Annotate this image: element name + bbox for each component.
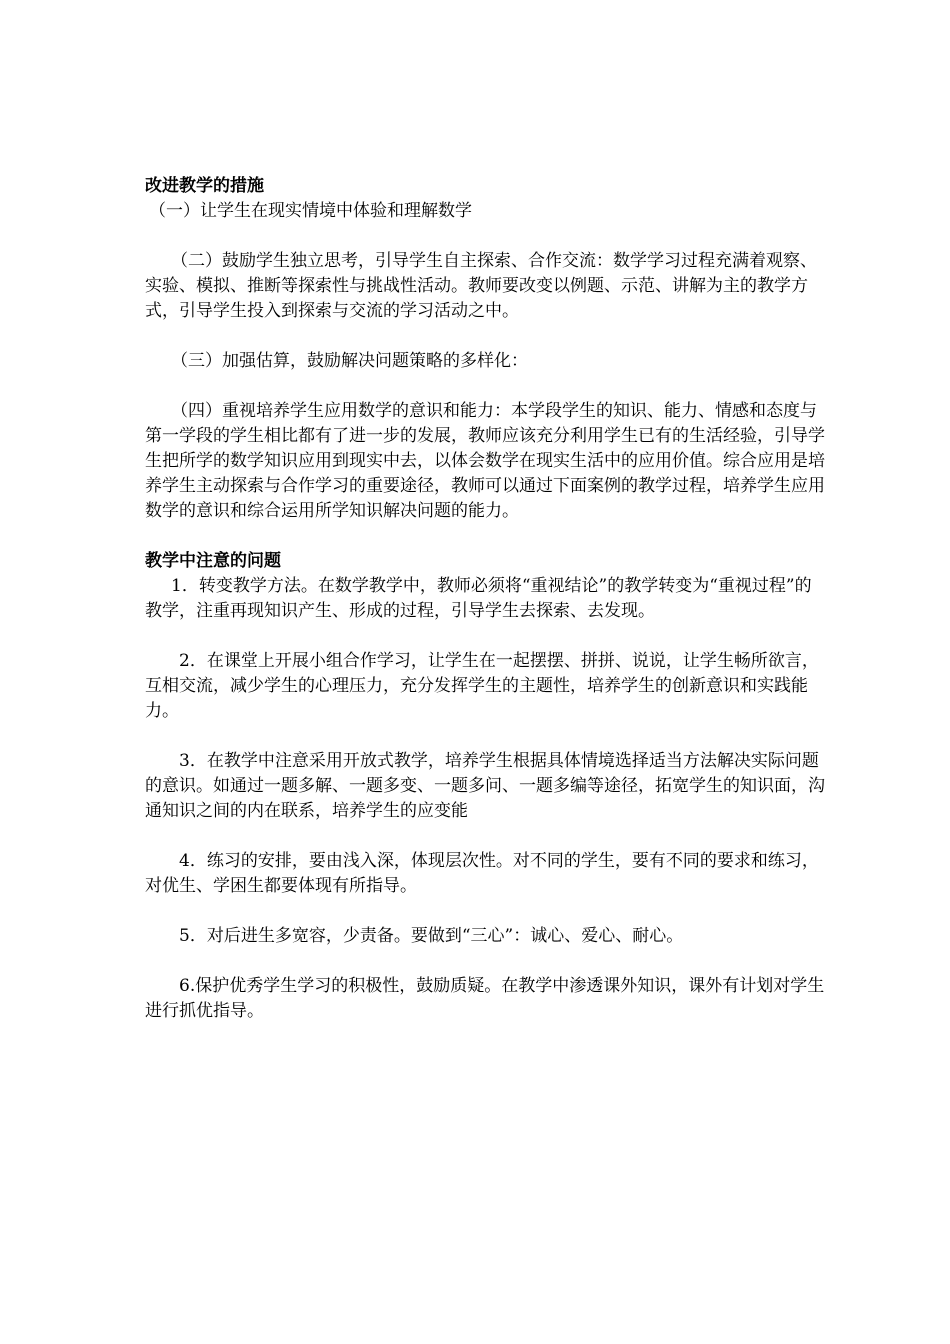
spacer (145, 374, 825, 399)
issue-item-1: 1．转变教学方法。在数学教学中，教师必须将“重视结论”的教学转变为“重视过程”的教学，注重再现知识产生、形成的过程，引导学生去探索、去发现。 (145, 576, 812, 621)
spacer (145, 949, 825, 974)
issue-item-5: 5．对后进生多宽容，少责备。要做到“三心”：诚心、爱心、耐心。 (179, 926, 684, 946)
spacer (145, 824, 825, 849)
issue-item-4: 4．练习的安排，要由浅入深，体现层次性。对不同的学生，要有不同的要求和练习，对优生、学困生都要体现有所指导。 (145, 851, 819, 896)
measure-item-2: （二）鼓励学生独立思考，引导学生自主探索、合作交流：数学学习过程充满着观察、实验、模拟、推断等探索性与挑战性活动。教师要改变以例题、示范、讲解为主的教学方式，引导学生投入到探索与交流的学习活动之中。 (145, 251, 817, 321)
spacer (145, 224, 825, 249)
issue-item-3: 3．在教学中注意采用开放式教学，培养学生根据具体情境选择适当方法解决实际问题的意识。如通过一题多解、一题多变、一题多问、一题多编等途径，拓宽学生的知识面，沟通知识之间的内在联系，培养学生的应变能 (145, 751, 825, 821)
spacer (145, 624, 825, 649)
section-heading-measures: 改进教学的措施 (145, 176, 264, 196)
document-page (145, 174, 825, 1024)
spacer (145, 899, 825, 924)
measure-item-3: （三）加强估算，鼓励解决问题策略的多样化： (171, 351, 528, 371)
measure-item-4: （四）重视培养学生应用数学的意识和能力：本学段学生的知识、能力、情感和态度与第一学段的学生相比都有了进一步的发展，教师应该充分利用学生已有的生活经验，引导学生把所学的数学知识应用到现实中去，以体会数学在现实生活中的应用价值。综合应用是培养学生主动探索与合作学习的重要途径，教师可以通过下面案例的教学过程，培养学生应用数学的意识和综合运用所学知识解决问题的能力。 (145, 401, 825, 521)
issue-item-2: 2．在课堂上开展小组合作学习，让学生在一起摆摆、拼拼、说说，让学生畅所欲言，互相交流，减少学生的心理压力，充分发挥学生的主题性，培养学生的创新意识和实践能力。 (145, 651, 819, 721)
spacer (145, 324, 825, 349)
issue-item-6: 6.保护优秀学生学习的积极性，鼓励质疑。在教学中渗透课外知识，课外有计划对学生进行抓优指导。 (145, 976, 825, 1021)
spacer (145, 524, 825, 549)
spacer (145, 724, 825, 749)
measure-item-1: （一）让学生在现实情境中体验和理解数学 (149, 201, 472, 221)
section-heading-issues: 教学中注意的问题 (145, 551, 281, 571)
